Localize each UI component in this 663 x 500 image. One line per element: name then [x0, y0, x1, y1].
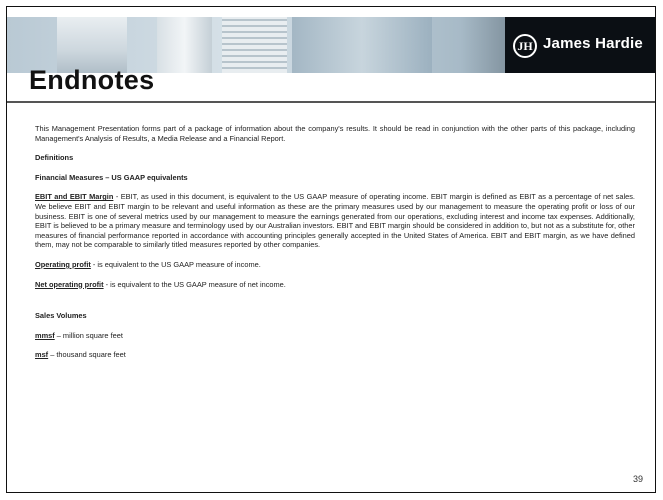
ebit-term: EBIT and EBIT Margin [35, 192, 114, 202]
net-operating-profit-term: Net operating profit [35, 279, 104, 289]
page-number: 39 [632, 474, 643, 484]
mmsf-term: mmsf [35, 330, 55, 340]
net-operating-profit-definition [35, 280, 635, 290]
definitions-heading: Definitions [35, 153, 74, 163]
banner-photo-siding [222, 17, 287, 73]
operating-profit-term: Operating profit [35, 259, 91, 269]
title-divider [7, 101, 655, 103]
mmsf-definition [35, 331, 635, 341]
operating-profit-text: - is equivalent to the US GAAP measure of income. [90, 259, 261, 269]
intro-paragraph: This Management Presentation forms part of a package of information about the company's results. It should be read in conjunction with the other parts of this package, including Management's Analysis of Results, a Media Release and a Financial Report. [35, 124, 635, 143]
logo-mark-icon: JH [513, 34, 537, 58]
page-title: Endnotes [29, 65, 155, 95]
ebit-text: - EBIT, as used in this document, is equivalent to the US GAAP measure of operating income. EBIT margin is defined as EBIT as a percentage of net sales. We believe EBIT and EBIT margin to be relevant and useful information as these are the primary measures used by our management to measure the operating profit or loss of our business. EBIT is one of several metrics used by our management to measure the earnings generated from our operations, excluding interest and income tax expenses. Additionally, EBIT is believed to be a primary measure and terminology used by our Australian investors. EBIT and EBIT margin should be considered in addition to, but not as a substitute for, other measures of financial performance reported in accordance with accounting principles generally accepted in the United States of America. EBIT and EBIT margin, as we have defined them, may not be comparable to similarly titled measures reported by other companies. [35, 192, 635, 250]
endnotes-content [35, 124, 635, 360]
msf-definition [35, 350, 635, 360]
operating-profit-definition [35, 260, 635, 270]
msf-term: msf [35, 350, 49, 360]
company-logo [505, 17, 655, 73]
msf-text: – thousand square feet [48, 350, 126, 360]
net-operating-profit-text: - is equivalent to the US GAAP measure of net income. [103, 279, 286, 289]
ebit-definition [35, 192, 635, 250]
slide [6, 6, 656, 493]
mmsf-text: – million square feet [54, 330, 123, 340]
company-name: James Hardie [543, 35, 643, 52]
banner-photo-sky [292, 17, 432, 73]
sales-volumes-heading: Sales Volumes [35, 311, 87, 321]
banner-photo-column [157, 17, 212, 73]
financial-measures-heading: Financial Measures – US GAAP equivalents [35, 172, 188, 182]
